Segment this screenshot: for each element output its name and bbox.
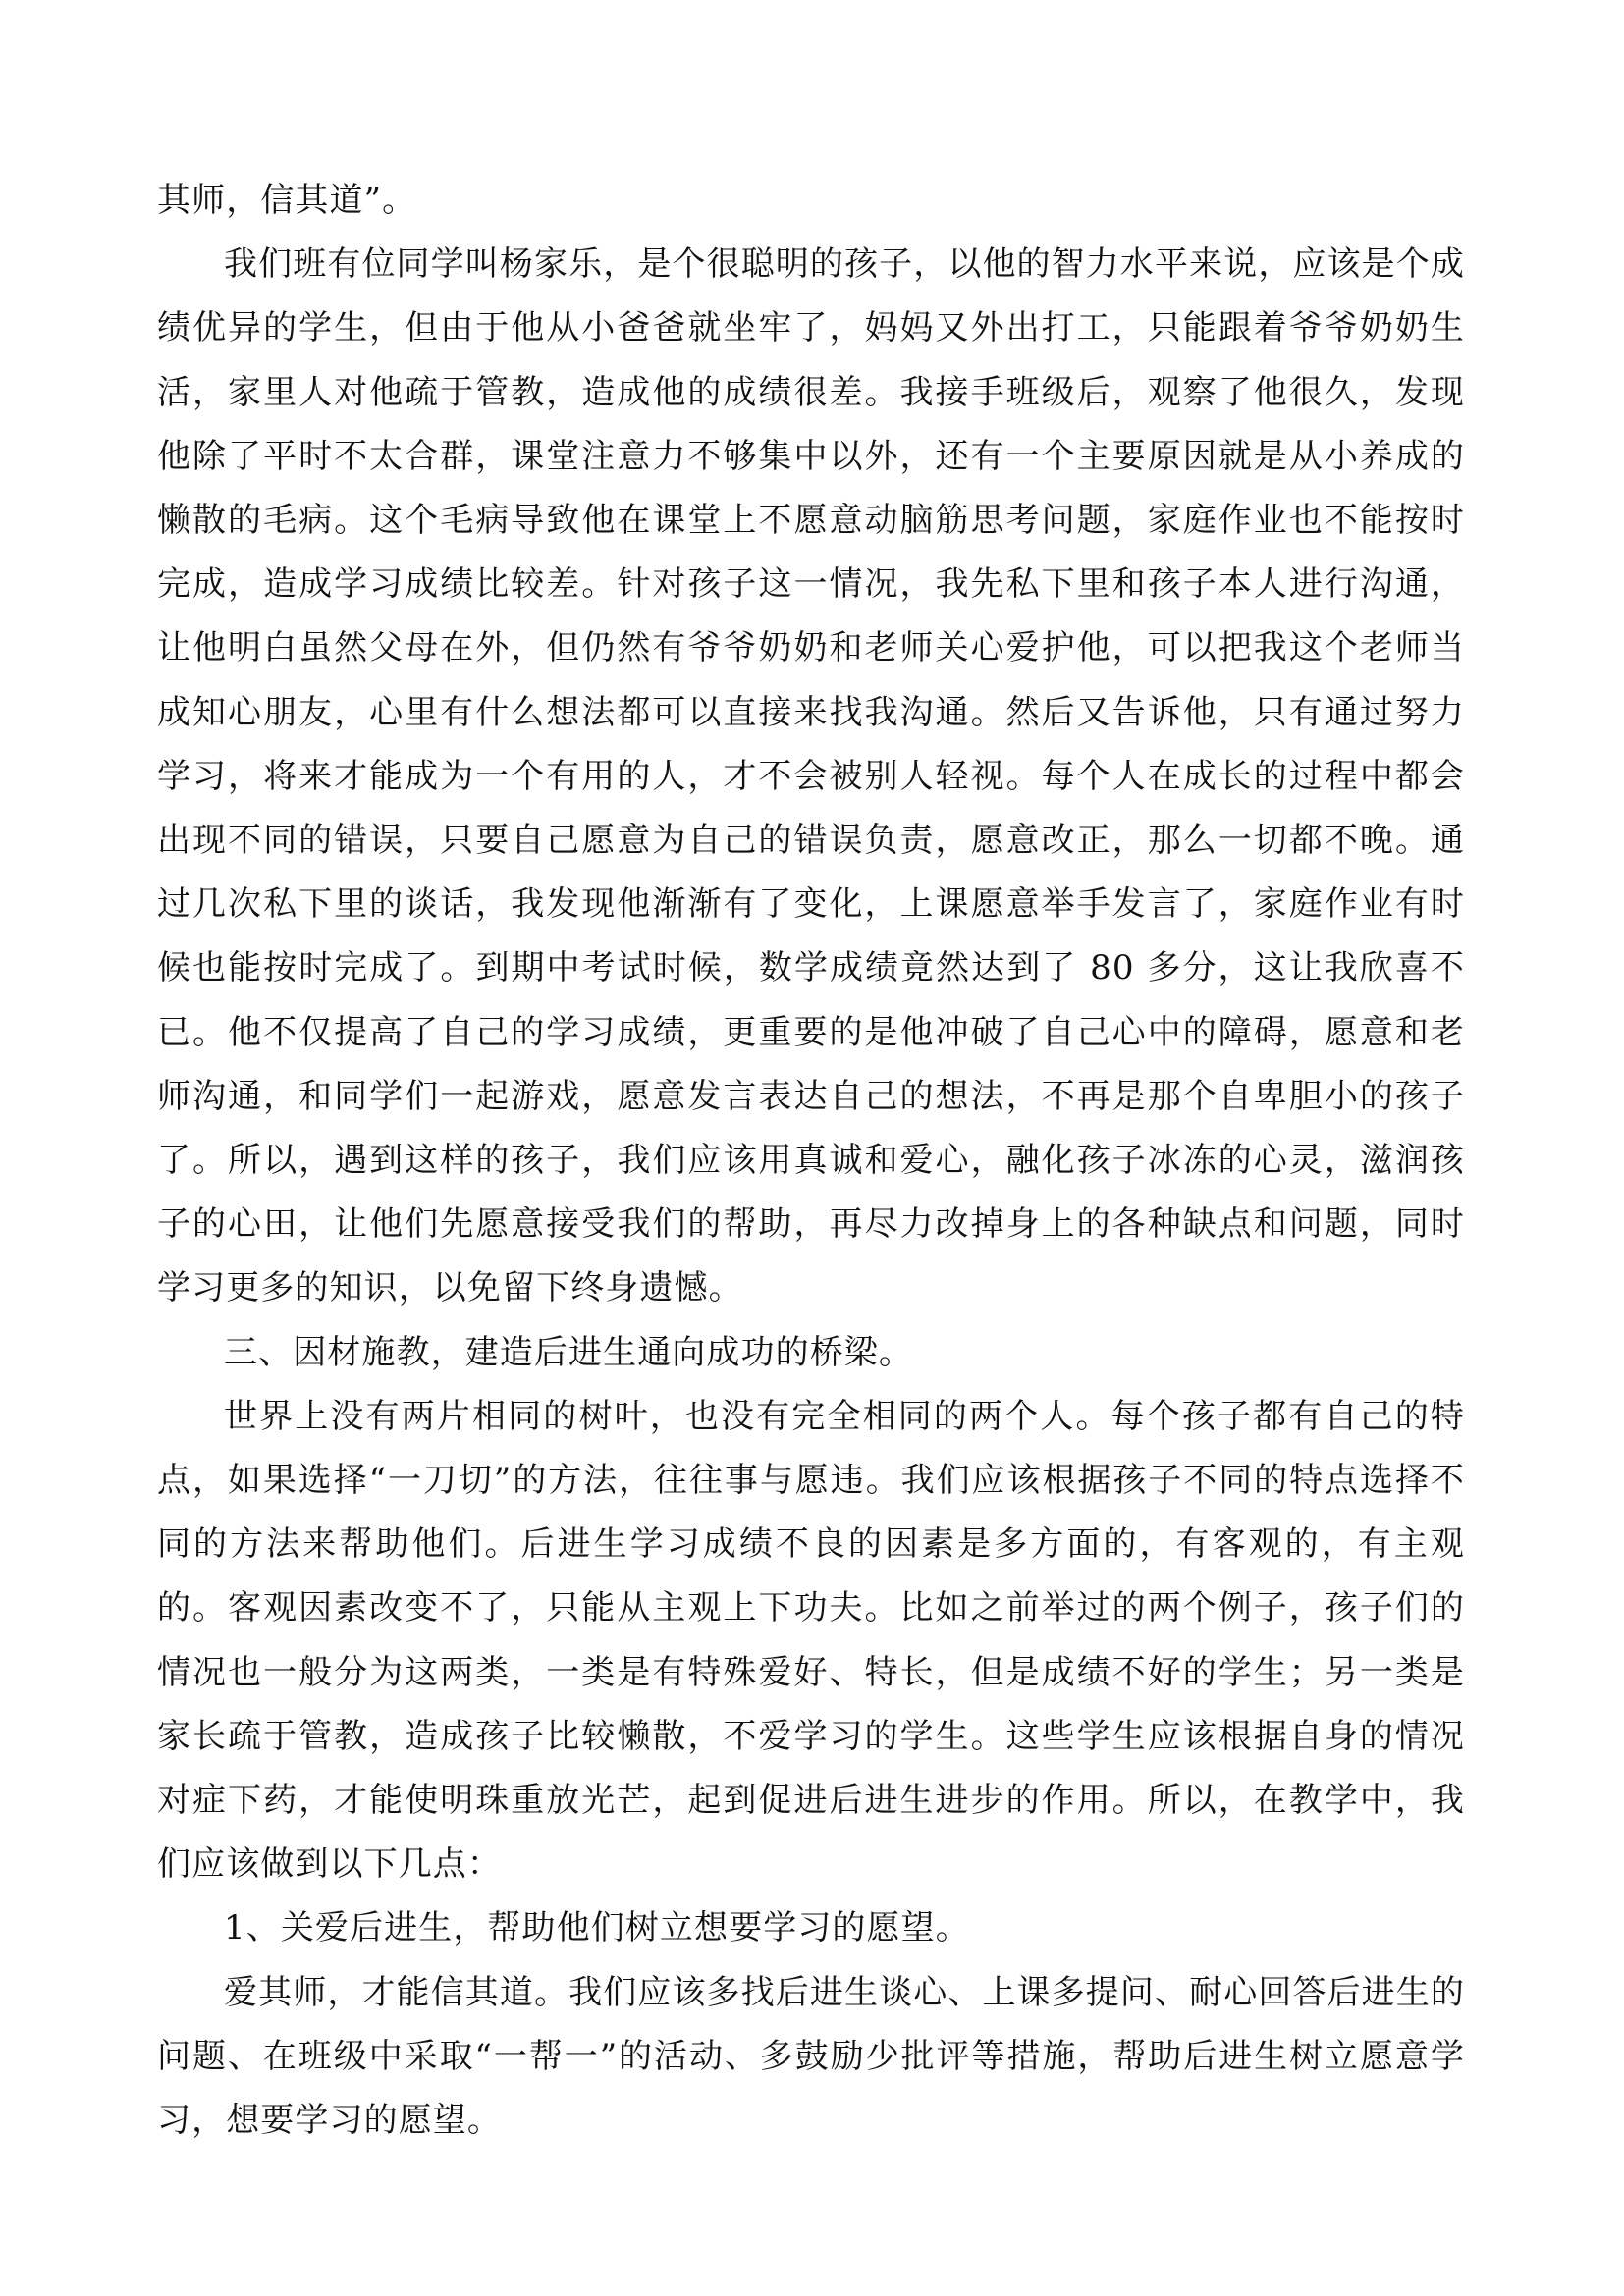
paragraph-teach-by-aptitude: 世界上没有两片相同的树叶，也没有完全相同的两个人。每个孩子都有自己的特点，如果选择“一刀切”的方法，往往事与愿违。我们应该根据孩子不同的特点选择不同的方法来帮助他们。后进生学习成绩不良的因素是多方面的，有客观的，有主观的。客观因素改变不了，只能从主观上下功夫。比如之前举过的两个例子，孩子们的情况也一般分为这两类，一类是有特殊爱好、特长，但是成绩不好的学生；另一类是家长疏于管教，造成孩子比较懒散，不爱学习的学生。这些学生应该根据自身的情况对症下药，才能使明珠重放光芒，起到促进后进生进步的作用。所以，在教学中，我们应该做到以下几点： <box>157 1396 1465 1885</box>
paragraph-student-case: 我们班有位同学叫杨家乐，是个很聪明的孩子，以他的智力水平来说，应该是个成绩优异的学生，但由于他从小爸爸就坐牢了，妈妈又外出打工，只能跟着爷爷奶奶生活，家里人对他疏于管教，造成他的成绩很差。我接手班级后，观察了他很久，发现他除了平时不太合群，课堂注意力不够集中以外，还有一个主要原因就是从小养成的懒散的毛病。这个毛病导致他在课堂上不愿意动脑筋思考问题，家庭作业也不能按时完成，造成学习成绩比较差。针对孩子这一情况，我先私下里和孩子本人进行沟通，让他明白虽然父母在外，但仍然有爷爷奶奶和老师关心爱护他，可以把我这个老师当成知心朋友，心里有什么想法都可以直接来找我沟通。然后又告诉他，只有通过努力学习，将来才能成为一个有用的人，才不会被别人轻视。每个人在成长的过程中都会出现不同的错误，只要自己愿意为自己的错误负责，愿意改正，那么一切都不晚。通过几次私下里的谈话，我发现他渐渐有了变化，上课愿意举手发言了，家庭作业有时候也能按时完成了。到期中考试时候，数学成绩竟然达到了 80 多分，这让我欣喜不已。他不仅提高了自己的学习成绩，更重要的是他冲破了自己心中的障碍，愿意和老师沟通，和同学们一起游戏，愿意发言表达自己的想法，不再是那个自卑胆小的孩子了。所以，遇到这样的孩子，我们应该用真诚和爱心，融化孩子冰冻的心灵，滋润孩子的心田，让他们先愿意接受我们的帮助，再尽力改掉身上的各种缺点和问题，同时学习更多的知识，以免留下终身遗憾。 <box>157 244 1465 1308</box>
paragraph-continuation: 其师，信其道”。 <box>157 181 417 220</box>
subheading-one: 1、关爱后进生，帮助他们树立想要学习的愿望。 <box>224 1908 970 1949</box>
paragraph-care-for-students: 爱其师，才能信其道。我们应该多找后进生谈心、上课多提问、耐心回答后进生的问题、在班级中采取“一帮一”的活动、多鼓励少批评等措施，帮助后进生树立愿意学习，想要学习的愿望。 <box>157 1972 1465 2141</box>
section-heading-three: 三、因材施教，建造后进生通向成功的桥梁。 <box>224 1332 913 1372</box>
document-page <box>157 169 1465 2153</box>
